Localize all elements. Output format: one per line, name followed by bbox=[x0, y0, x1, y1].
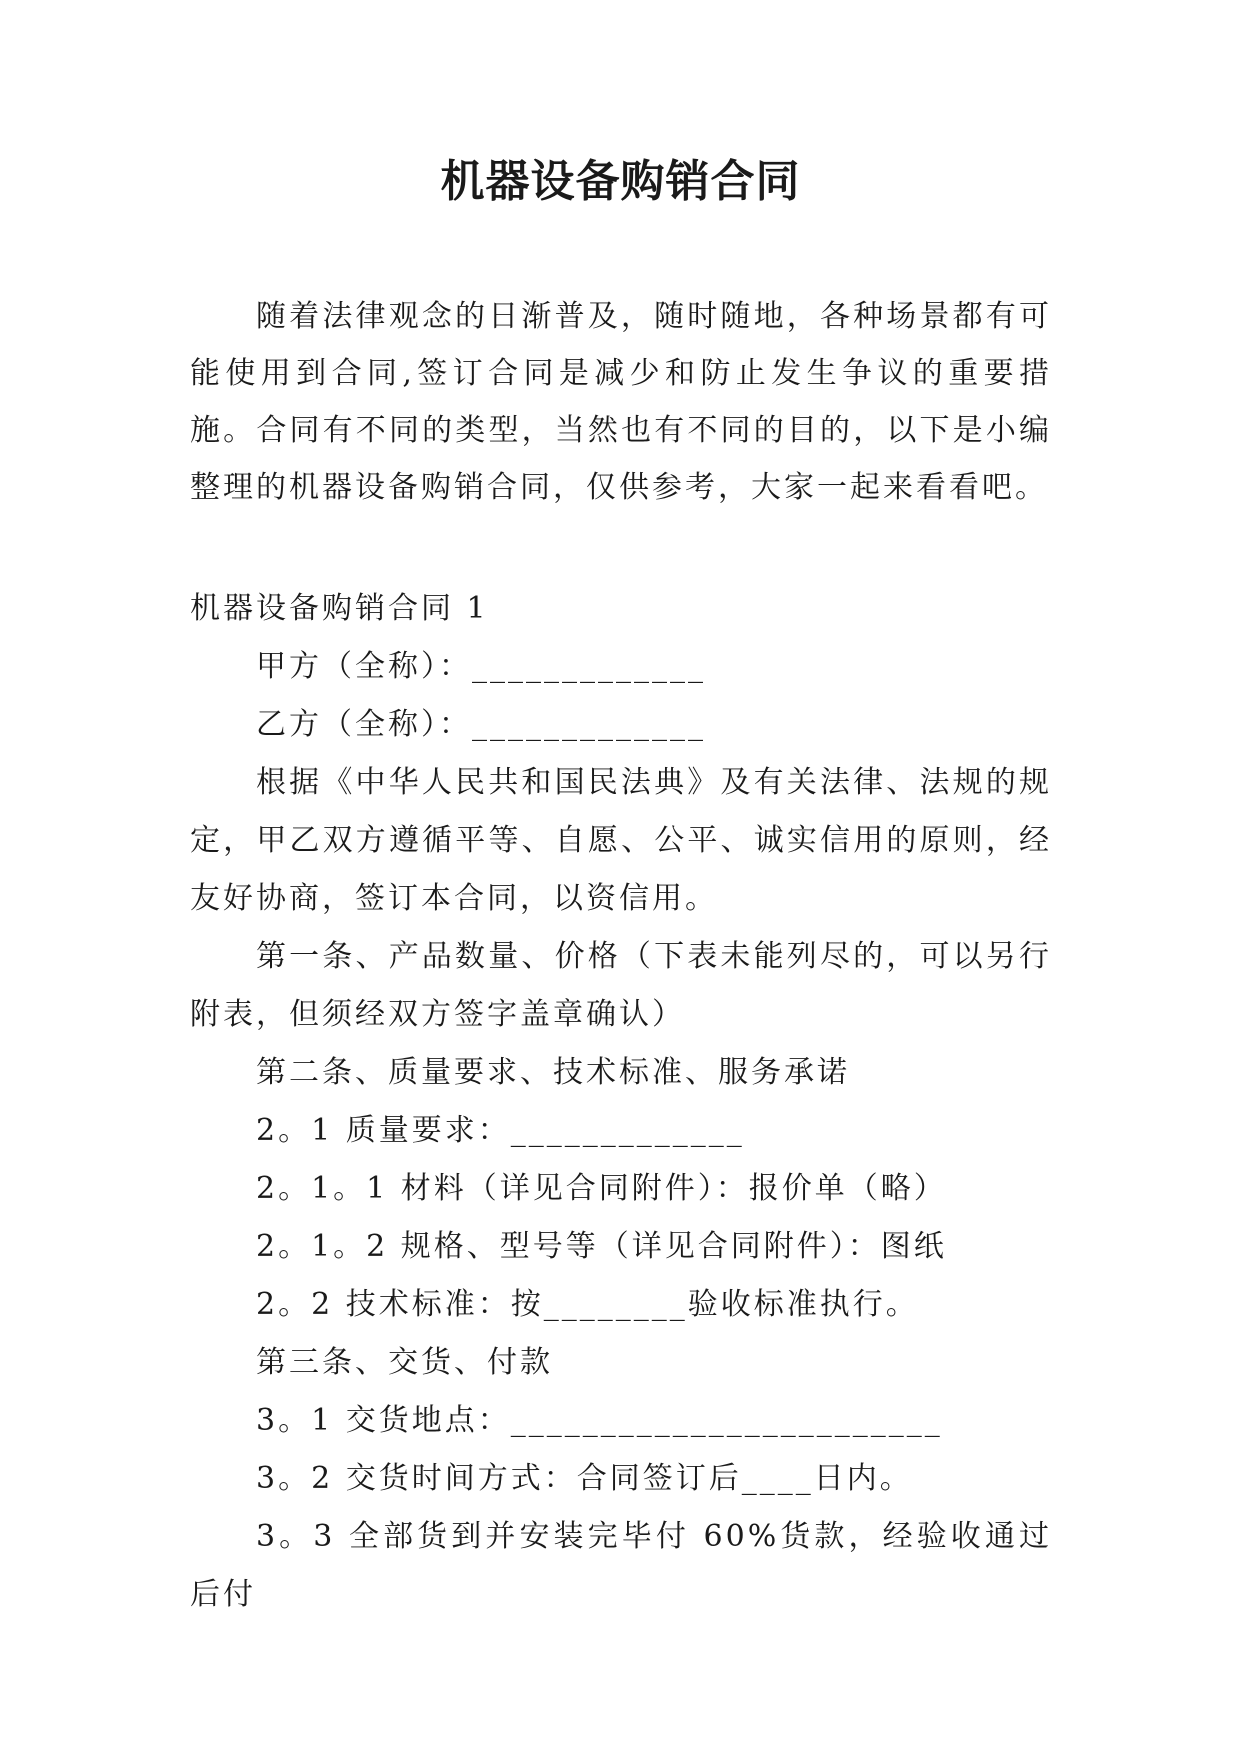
article-3: 第三条、交货、付款 bbox=[256, 1345, 553, 1380]
preamble-paragraph: 根据《中华人民共和国民法典》及有关法律、法规的规定，甲乙双方遵循平等、自愿、公平、诚实信用的原则，经友好协商，签订本合同，以资信用。 bbox=[190, 765, 1052, 916]
clause-3-1: 3。1 交货地点：________________________ bbox=[256, 1403, 943, 1438]
clause-2-2: 2。2 技术标准：按________验收标准执行。 bbox=[256, 1287, 919, 1322]
clause-2-1: 2。1 质量要求：_____________ bbox=[256, 1113, 745, 1148]
clause-2-1-2: 2。1。2 规格、型号等（详见合同附件）：图纸 bbox=[256, 1229, 947, 1264]
intro-paragraph: 随着法律观念的日渐普及，随时随地，各种场景都有可能使用到合同,签订合同是减少和防止发生争议的重要措施。合同有不同的类型，当然也有不同的目的，以下是小编整理的机器设备购销合同，仅供参考，大家一起来看看吧。 bbox=[190, 299, 1052, 505]
article-1: 第一条、产品数量、价格（下表未能列尽的，可以另行附表，但须经双方签字盖章确认） bbox=[190, 939, 1052, 1032]
party-a-line: 甲方（全称）：_____________ bbox=[256, 649, 706, 684]
clause-3-2: 3。2 交货时间方式：合同签订后____日内。 bbox=[256, 1461, 913, 1496]
contract-body bbox=[190, 580, 1052, 1624]
clause-3-3: 3。3 全部货到并安装完毕付 60%货款，经验收通过后付 bbox=[190, 1519, 1052, 1612]
section-heading: 机器设备购销合同 1 bbox=[190, 591, 489, 626]
document-title: 机器设备购销合同 bbox=[440, 156, 801, 207]
article-2: 第二条、质量要求、技术标准、服务承诺 bbox=[256, 1055, 850, 1090]
party-b-line: 乙方（全称）：_____________ bbox=[256, 707, 706, 742]
clause-2-1-1: 2。1。1 材料（详见合同附件）：报价单（略） bbox=[256, 1171, 947, 1206]
